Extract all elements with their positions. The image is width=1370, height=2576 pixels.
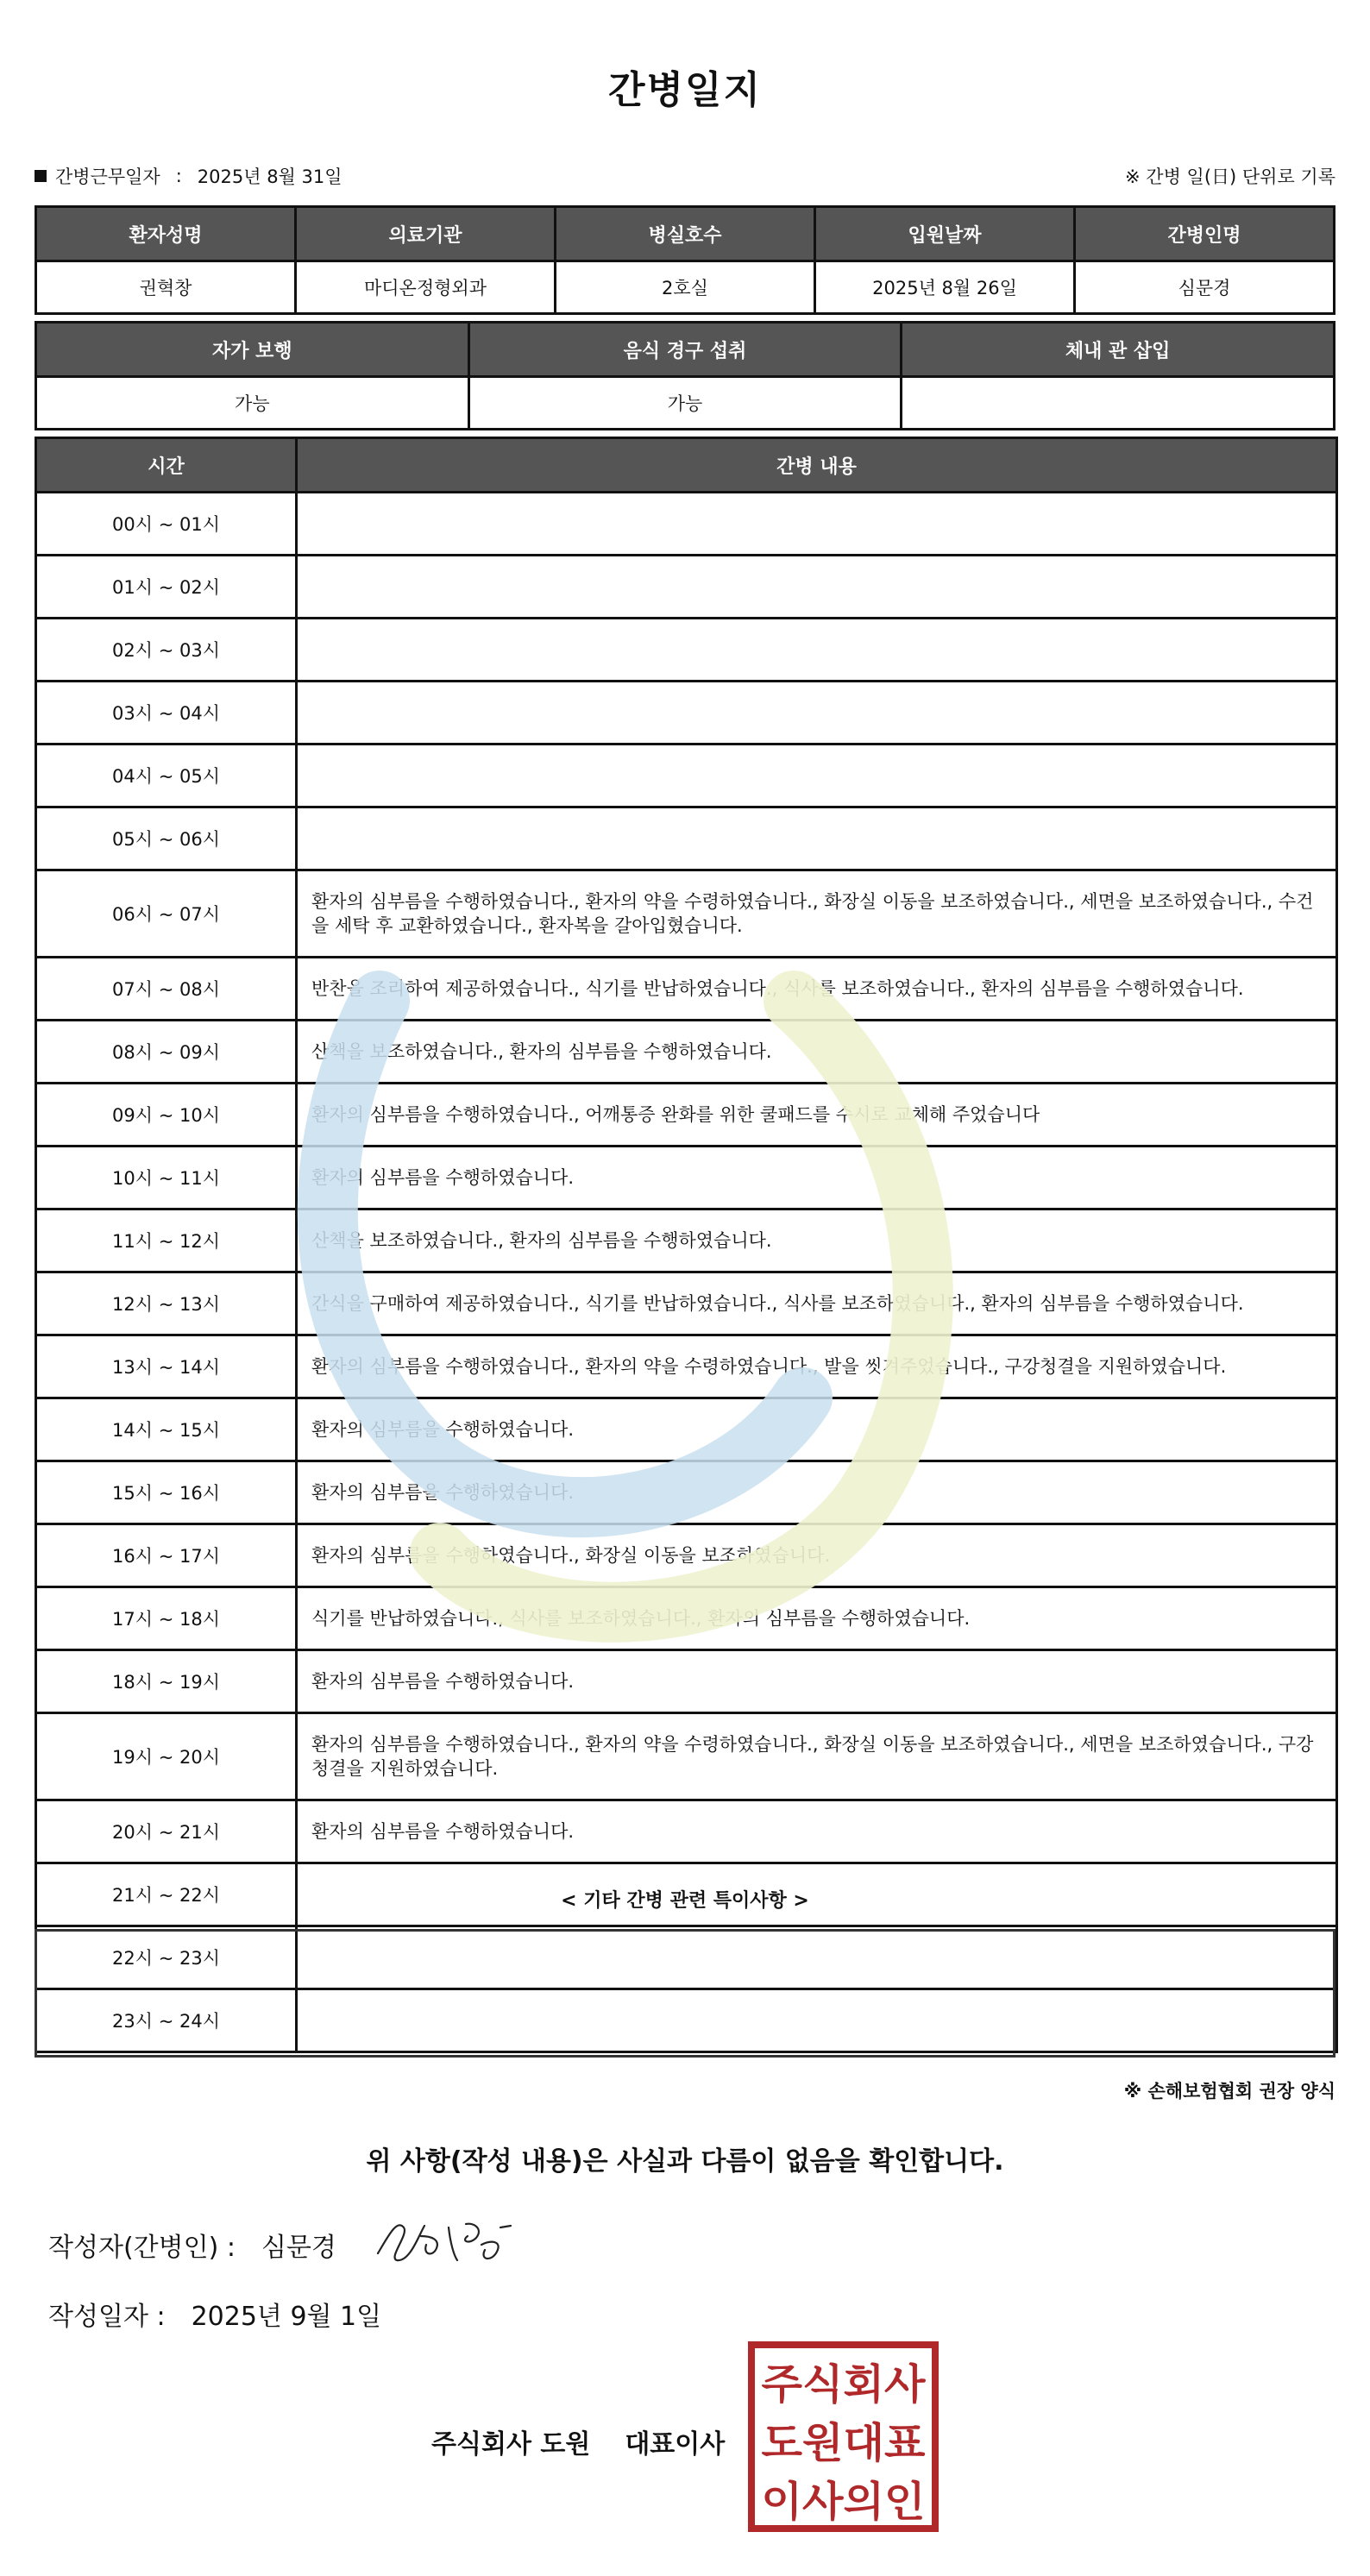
table-row: [36, 958, 1337, 1021]
row-time: 17시 ~ 18시: [36, 1587, 297, 1650]
table-row: [36, 1147, 1337, 1209]
header-hospital: 의료기관: [296, 207, 556, 261]
care-log-table: [35, 437, 1338, 2053]
row-care-content: 환자의 심부름을 수행하였습니다., 환자의 약을 수령하였습니다., 화장실 이동을 보조하였습니다., 세면을 보조하였습니다., 수건을 세탁 후 교환하였습니다., 환자복을 갈아입혔습니다.: [297, 870, 1337, 958]
row-care-content: 산책을 보조하였습니다., 환자의 심부름을 수행하였습니다.: [297, 1209, 1337, 1272]
table-row: [36, 493, 1337, 556]
row-care-content: [297, 556, 1337, 619]
row-time: 20시 ~ 21시: [36, 1800, 297, 1863]
row-care-content: [297, 682, 1337, 745]
row-time: 06시 ~ 07시: [36, 870, 297, 958]
company-line: [431, 2422, 725, 2460]
table-row: [36, 1524, 1337, 1587]
handwritten-signature: [371, 2210, 518, 2271]
header-patient-name: 환자성명: [36, 207, 296, 261]
company-name: 주식회사 도원: [431, 2429, 591, 2460]
header-room: 병실호수: [556, 207, 815, 261]
seal-line-2: 도원대표: [761, 2419, 927, 2467]
work-date-value: 2025년 8월 31일: [197, 166, 342, 187]
table-row: [36, 1084, 1337, 1147]
row-care-content: [297, 745, 1337, 807]
writer-name: 심문경: [261, 2233, 336, 2263]
table-row: [36, 1021, 1337, 1084]
row-care-content: 환자의 심부름을 수행하였습니다., 환자의 약을 수령하였습니다., 화장실 이동을 보조하였습니다., 세면을 보조하였습니다., 구강청결을 지원하였습니다.: [297, 1713, 1337, 1800]
row-time: 13시 ~ 14시: [36, 1335, 297, 1398]
work-date-line: [35, 162, 1335, 190]
row-time: 23시 ~ 24시: [36, 1989, 297, 2052]
row-care-content: 환자의 심부름을 수행하였습니다., 화장실 이동을 보조하였습니다.: [297, 1524, 1337, 1587]
row-care-content: 환자의 심부름을 수행하였습니다., 환자의 약을 수령하였습니다., 발을 씻겨주었습니다., 구강청결을 지원하였습니다.: [297, 1335, 1337, 1398]
written-date-line: [48, 2295, 381, 2333]
row-time: 18시 ~ 19시: [36, 1650, 297, 1713]
work-date-label: 간병근무일자: [55, 166, 160, 187]
memo-box: [35, 1929, 1335, 2058]
row-care-content: 산책을 보조하였습니다., 환자의 심부름을 수행하였습니다.: [297, 1021, 1337, 1084]
unit-note: ※ 간병 일(日) 단위로 기록: [1125, 166, 1335, 187]
row-care-content: [297, 807, 1337, 870]
row-time: 01시 ~ 02시: [36, 556, 297, 619]
row-care-content: 반찬을 조리하여 제공하였습니다., 식기를 반납하였습니다., 식사를 보조하였습니다., 환자의 심부름을 수행하였습니다.: [297, 958, 1337, 1021]
table-row: [36, 1461, 1337, 1524]
room-number: 2호실: [556, 261, 815, 314]
row-time: 00시 ~ 01시: [36, 493, 297, 556]
hospital-name: 마디온정형외과: [296, 261, 556, 314]
row-time: 21시 ~ 22시: [36, 1863, 297, 1926]
row-time: 07시 ~ 08시: [36, 958, 297, 1021]
ceo-label: 대표이사: [625, 2429, 726, 2460]
table-row: [36, 870, 1337, 958]
row-time: 12시 ~ 13시: [36, 1272, 297, 1335]
square-bullet-icon: [35, 170, 47, 182]
seal-line-3: 이사의인: [761, 2478, 926, 2526]
written-date-value: 2025년 9월 1일: [191, 2302, 382, 2332]
work-date-separator: :: [175, 166, 182, 186]
row-time: 15시 ~ 16시: [36, 1461, 297, 1524]
row-time: 08시 ~ 09시: [36, 1021, 297, 1084]
tube-insertion-value: [902, 377, 1335, 430]
document-title: 간병일지: [607, 68, 762, 112]
row-care-content: 환자의 심부름을 수행하였습니다.: [297, 1650, 1337, 1713]
admission-date: 2025년 8월 26일: [815, 261, 1075, 314]
header-tube-insertion: 체내 관 삽입: [902, 323, 1335, 377]
header-care-content: 간병 내용: [297, 438, 1337, 493]
table-row: [36, 745, 1337, 807]
header-caregiver-name: 간병인명: [1075, 207, 1335, 261]
header-oral-intake: 음식 경구 섭취: [468, 323, 902, 377]
row-time: 22시 ~ 23시: [36, 1926, 297, 1989]
table-row: [36, 682, 1337, 745]
table-row: [36, 1209, 1337, 1272]
care-log-rows: [36, 493, 1337, 2052]
self-walking-value: 가능: [36, 377, 469, 430]
header-admission-date: 입원날짜: [815, 207, 1075, 261]
row-care-content: [297, 619, 1337, 682]
table-row: [36, 1713, 1337, 1800]
row-time: 16시 ~ 17시: [36, 1524, 297, 1587]
written-date-label: 작성일자 :: [48, 2302, 166, 2332]
table-row: [36, 1398, 1337, 1461]
row-time: 02시 ~ 03시: [36, 619, 297, 682]
row-care-content: 환자의 심부름을 수행하였습니다.: [297, 1800, 1337, 1863]
row-care-content: 환자의 심부름을 수행하였습니다., 어깨통증 완화를 위한 쿨패드를 수시로 교체해 주었습니다: [297, 1084, 1337, 1147]
row-time: 09시 ~ 10시: [36, 1084, 297, 1147]
header-self-walking: 자가 보행: [36, 323, 469, 377]
row-care-content: 환자의 심부름을 수행하였습니다.: [297, 1398, 1337, 1461]
table-row: [36, 1650, 1337, 1713]
header-time: 시간: [36, 438, 297, 493]
table-row: [36, 1800, 1337, 1863]
row-time: 10시 ~ 11시: [36, 1147, 297, 1209]
row-care-content: 환자의 심부름을 수행하였습니다.: [297, 1147, 1337, 1209]
table-row: [36, 1335, 1337, 1398]
row-time: 04시 ~ 05시: [36, 745, 297, 807]
table-row: [36, 619, 1337, 682]
oral-intake-value: 가능: [468, 377, 902, 430]
memo-title: < 기타 간병 관련 특이사항 >: [561, 1890, 809, 1912]
row-care-content: 식기를 반납하였습니다., 식사를 보조하였습니다., 환자의 심부름을 수행하였습니다.: [297, 1587, 1337, 1650]
row-time: 03시 ~ 04시: [36, 682, 297, 745]
table-row: [36, 1587, 1337, 1650]
table-row: [36, 1272, 1337, 1335]
row-time: 19시 ~ 20시: [36, 1713, 297, 1800]
patient-info-table: [35, 205, 1335, 315]
row-care-content: 간식을 구매하여 제공하였습니다., 식기를 반납하였습니다., 식사를 보조하였습니다., 환자의 심부름을 수행하였습니다.: [297, 1272, 1337, 1335]
row-time: 14시 ~ 15시: [36, 1398, 297, 1461]
table-row: [36, 556, 1337, 619]
caregiver-name: 심문경: [1075, 261, 1335, 314]
patient-status-table: [35, 321, 1335, 430]
confirmation-statement: 위 사항(작성 내용)은 사실과 다름이 없음을 확인합니다.: [366, 2146, 1004, 2177]
row-time: 11시 ~ 12시: [36, 1209, 297, 1272]
form-source-note: ※ 손해보험협회 권장 양식: [1123, 2081, 1335, 2102]
row-care-content: 환자의 심부름을 수행하였습니다.: [297, 1461, 1337, 1524]
patient-name: 권혁창: [36, 261, 296, 314]
seal-line-1: 주식회사: [761, 2360, 927, 2409]
writer-line: [48, 2226, 336, 2264]
writer-label: 작성자(간병인) :: [48, 2233, 236, 2263]
row-time: 05시 ~ 06시: [36, 807, 297, 870]
row-care-content: [297, 493, 1337, 556]
company-seal: [746, 2340, 940, 2534]
table-row: [36, 807, 1337, 870]
